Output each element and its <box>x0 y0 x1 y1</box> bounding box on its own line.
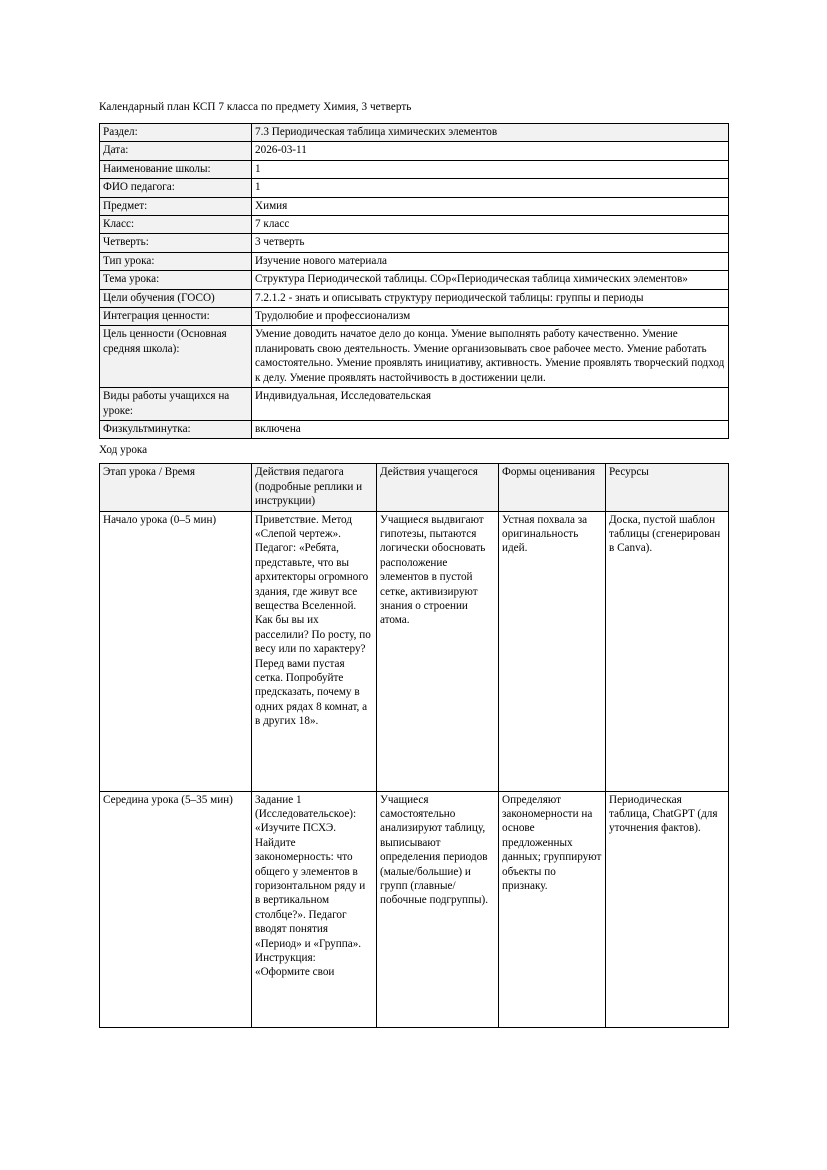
info-value: 7 класс <box>252 216 729 234</box>
table-row <box>100 179 729 197</box>
lesson-flow-table <box>99 463 729 1027</box>
info-label: Физкультминутка: <box>100 420 252 438</box>
cell-teacher-actions: Задание 1 (Исследовательское): «Изучите ПСХЭ. Найдите закономерность: что общего у элементов в горизонтальном ряду и в вертикальном столбце?». Педагог вводят понятия «Период» и «Группа». Инструкция: «Оформите свои <box>252 791 377 1027</box>
info-value: Трудолюбие и профессионализм <box>252 308 729 326</box>
cell-stage: Середина урока (5–35 мин) <box>100 791 252 1027</box>
table-row <box>100 388 729 421</box>
page-title: Календарный план КСП 7 класса по предмету Химия, 3 четверть <box>99 101 412 113</box>
info-label: Четверть: <box>100 234 252 252</box>
info-label: Тип урока: <box>100 252 252 270</box>
table-row <box>100 252 729 270</box>
document-content <box>99 100 728 1028</box>
cell-assessment: Устная похвала за оригинальность идей. <box>499 511 606 791</box>
info-label: Наименование школы: <box>100 160 252 178</box>
lesson-info-table <box>99 123 729 439</box>
info-label: ФИО педагога: <box>100 179 252 197</box>
info-value: 2026-03-11 <box>252 142 729 160</box>
table-header-row <box>100 464 729 511</box>
info-label: Цели обучения (ГОСО) <box>100 289 252 307</box>
table-row <box>100 326 729 388</box>
info-label: Класс: <box>100 216 252 234</box>
column-header-teacher-actions: Действия педагога (подробные реплики и инструкции) <box>252 464 377 511</box>
cell-student-actions: Учащиеся самостоятельно анализируют таблицу, выписывают определения периодов (малые/большие) и групп (главные/побочные подгруппы). <box>377 791 499 1027</box>
table-row <box>100 216 729 234</box>
table-row <box>100 160 729 178</box>
table-row <box>100 420 729 438</box>
info-value: Индивидуальная, Исследовательская <box>252 388 729 421</box>
cell-student-actions: Учащиеся выдвигают гипотезы, пытаются логически обосновать расположение элементов в пустой сетке, активизируют знания о строении атома. <box>377 511 499 791</box>
info-value: 3 четверть <box>252 234 729 252</box>
info-value: Изучение нового материала <box>252 252 729 270</box>
info-label: Виды работы учащихся на уроке: <box>100 388 252 421</box>
table-row <box>100 142 729 160</box>
info-label: Предмет: <box>100 197 252 215</box>
cell-assessment: Определяют закономерности на основе предложенных данных; группируют объекты по признаку. <box>499 791 606 1027</box>
column-header-resources: Ресурсы <box>606 464 729 511</box>
table-row <box>100 289 729 307</box>
info-value: 7.2.1.2 - знать и описывать структуру периодической таблицы: группы и периоды <box>252 289 729 307</box>
info-label: Тема урока: <box>100 271 252 289</box>
table-row <box>100 511 729 791</box>
column-header-stage: Этап урока / Время <box>100 464 252 511</box>
info-value: Структура Периодической таблицы. СОр«Периодическая таблица химических элементов» <box>252 271 729 289</box>
info-value: 1 <box>252 179 729 197</box>
cell-teacher-actions: Приветствие. Метод «Слепой чертеж». Педагог: «Ребята, представьте, что вы архитекторы огромного здания, где живут все вещества Вселенной. Как бы вы их расселили? По росту, по весу или по характеру? Перед вами пустая сетка. Попробуйте предсказать, почему в одних рядах 8 комнат, а в других 18». <box>252 511 377 791</box>
info-value: Умение доводить начатое дело до конца. Умение выполнять работу качественно. Умение планировать свою деятельность. Умение организовывать свое рабочее место. Умение работать самостоятельно. Умение проявлять инициативу, активность. Умение проявлять творческий подход к делу. Умение проявлять настойчивость в достижении цели. <box>252 326 729 388</box>
cell-stage: Начало урока (0–5 мин) <box>100 511 252 791</box>
column-header-assessment: Формы оценивания <box>499 464 606 511</box>
table-row <box>100 271 729 289</box>
info-label: Цель ценности (Основная средняя школа): <box>100 326 252 388</box>
table-row <box>100 124 729 142</box>
cell-resources: Доска, пустой шаблон таблицы (сгенерирован в Canva). <box>606 511 729 791</box>
info-value: 7.3 Периодическая таблица химических элементов <box>252 124 729 142</box>
info-label: Дата: <box>100 142 252 160</box>
lesson-flow-head <box>100 464 729 511</box>
lesson-flow-caption: Ход урока <box>99 444 148 457</box>
table-row <box>100 308 729 326</box>
table-row <box>100 791 729 1027</box>
column-header-student-actions: Действия учащегося <box>377 464 499 511</box>
info-label: Интеграция ценности: <box>100 308 252 326</box>
cell-resources: Периодическая таблица, ChatGPT (для уточнения фактов). <box>606 791 729 1027</box>
info-value: включена <box>252 420 729 438</box>
info-value: Химия <box>252 197 729 215</box>
info-label: Раздел: <box>100 124 252 142</box>
lesson-flow-body <box>100 511 729 1027</box>
table-row <box>100 234 729 252</box>
info-value: 1 <box>252 160 729 178</box>
lesson-info-body <box>100 124 729 439</box>
table-row <box>100 197 729 215</box>
